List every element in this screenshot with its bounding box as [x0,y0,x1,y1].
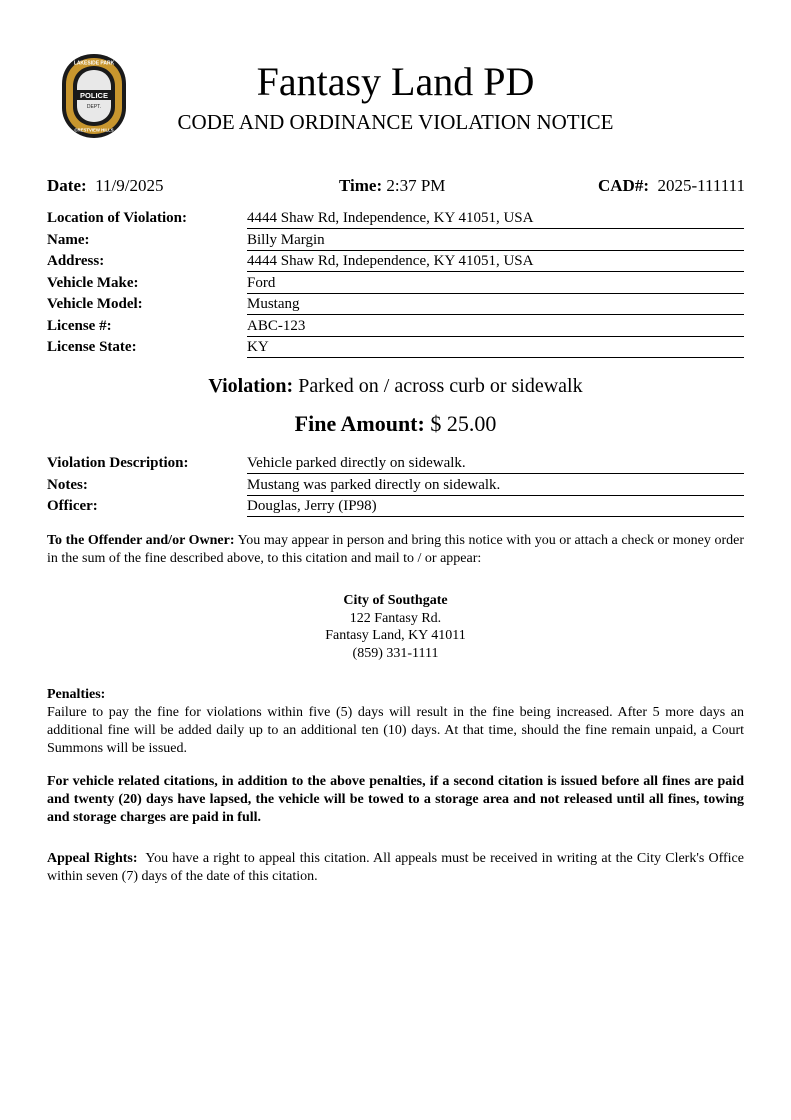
field-label: License #: [47,317,112,334]
field-label: Vehicle Model: [47,296,143,312]
fine-line [0,411,791,437]
violation-label: Violation: [208,375,294,397]
violation-details [47,453,744,518]
logo-top-text: LAKESIDE PARK [73,60,115,67]
penalties-label: Penalties: [47,687,106,702]
violation-line [0,374,791,398]
penalties-text: Failure to pay the fine for violations within five (5) days will result in the fine being increased. After 5 more days an additional fine will be added daily up to an additional ten (10) days. At that time, should the fine remain unpaid, a Court Summons will be issued. [47,705,744,756]
address-line2: Fantasy Land, KY 41011 [325,628,466,643]
logo-sub-text: DEPT. [86,104,102,110]
cad-field [598,175,745,197]
payment-address [0,592,791,662]
cad-value: 2025-111111 [657,176,745,195]
field-label: Location of Violation: [47,210,188,226]
detail-label: Violation Description: [47,455,189,471]
field-label: Address: [47,253,105,269]
page-subtitle: CODE AND ORDINANCE VIOLATION NOTICE [177,110,614,134]
field-row-address [47,251,744,273]
field-row-name [47,230,744,252]
field-label: Vehicle Make: [47,274,139,291]
detail-label: Officer: [47,498,98,514]
appeal-section [47,850,744,886]
detail-value: Mustang was parked directly on sidewalk. [247,475,744,496]
address-name: City of Southgate [343,593,448,608]
field-row-license-state [47,337,744,359]
page-title [0,58,791,106]
detail-label: Notes: [47,476,88,493]
date-field [47,175,163,197]
field-label: License State: [47,339,137,355]
fine-value: $ 25.00 [430,411,497,436]
detail-row-description [47,453,744,475]
appeal-label: Appeal Rights: [47,851,138,866]
violation-fields [47,208,744,359]
page-title-text: Fantasy Land PD [256,59,535,104]
offender-text: You may appear in person and bring this notice with you or attach a check or money order in the sum of the fine described above, to this citation and mail to / or appear: [47,533,744,566]
detail-value: Douglas, Jerry (IP98) [247,496,744,517]
field-value: KY [247,337,744,358]
field-value: Mustang [247,294,744,315]
field-value: Ford [247,273,744,294]
field-row-vehicle-make [47,273,744,295]
field-row-license-number [47,316,744,338]
field-value: ABC-123 [247,316,744,337]
appeal-text: You have a right to appeal this citation. All appeals must be received in writing at the City Clerk's Office within seven (7) days of the date of this citation. [47,851,744,884]
fine-label: Fine Amount: [294,411,425,436]
time-value: 2:37 PM [386,176,446,195]
address-phone: (859) 331-1111 [352,645,439,661]
penalties-section [47,686,744,758]
violation-value: Parked on / across curb or sidewalk [298,375,583,397]
time-label: Time: [339,176,383,195]
time-field [339,175,445,197]
field-row-location [47,208,744,230]
date-value: 11/9/2025 [95,176,164,195]
logo-badge-text: POLICE [80,91,108,100]
address-line1: 122 Fantasy Rd. [349,610,442,626]
detail-row-officer [47,496,744,518]
field-value: 4444 Shaw Rd, Independence, KY 41051, USA [247,208,744,229]
date-label: Date: [47,176,87,195]
offender-label: To the Offender and/or Owner: [47,533,235,548]
logo-bottom-text: CRESTVIEW HILLS [74,127,114,133]
field-value: 4444 Shaw Rd, Independence, KY 41051, USA [247,251,744,272]
detail-row-notes [47,475,744,497]
field-label: Name: [47,231,90,248]
offender-paragraph [47,532,744,568]
field-row-vehicle-model [47,294,744,316]
cad-label: CAD#: [597,176,649,195]
vehicle-notice: For vehicle related citations, in addition to the above penalties, if a second citation is issued before all fines are paid and twenty (20) days have lapsed, the vehicle will be towed to a storage area and not released until all fines, towing and storage charges are paid in full. [47,774,744,825]
detail-value: Vehicle parked directly on sidewalk. [247,453,744,474]
field-value: Billy Margin [247,230,744,251]
